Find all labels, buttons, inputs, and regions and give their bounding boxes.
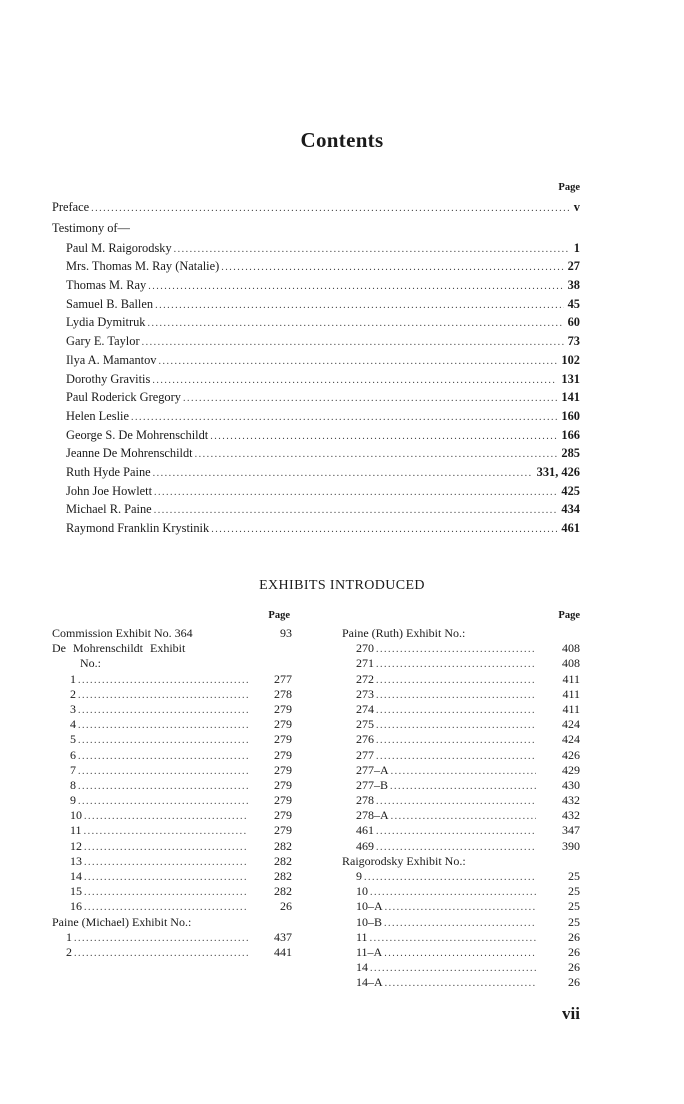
paine-michael-exhibit-list [52, 930, 292, 960]
demohrenschildt-heading: De Mohrenschildt Exhibit [52, 641, 186, 656]
page-column-header: Page [558, 182, 580, 193]
exhibit-entry: 273 . . . 411 [356, 687, 580, 702]
exhibit-entry: 9 . . . 25 [356, 869, 580, 884]
page-title: Contents [300, 128, 384, 152]
exhibit-entry: 15 . . . 282 [70, 884, 292, 899]
exhibit-entry: 274 . . . 411 [356, 702, 580, 717]
exhibits-right-column [342, 610, 580, 991]
exhibit-entry: 10 . . . 25 [356, 884, 580, 899]
exhibit-entry: 276 . . . 424 [356, 732, 580, 747]
exhibit-entry: 1 . . . 277 [70, 672, 292, 687]
testimony-entry: Ilya A. Mamantov . . . 102 [66, 353, 580, 372]
exhibit-entry: 11–A . . . 26 [356, 945, 580, 960]
testimony-entry: Michael R. Paine . . . 434 [66, 502, 580, 521]
testimony-entry: Mrs. Thomas M. Ray (Natalie) . . . 27 [66, 259, 580, 278]
exhibit-entry: 11 . . . 279 [70, 823, 292, 838]
exhibit-entry: 13 . . . 282 [70, 854, 292, 869]
exhibit-entry: 11 . . . 26 [356, 930, 580, 945]
testimony-entry: Gary E. Taylor . . . 73 [66, 334, 580, 353]
exhibit-entry: 2 . . . 278 [70, 687, 292, 702]
contents-list [52, 182, 580, 540]
exhibit-entry: 1 . . . 437 [66, 930, 292, 945]
exhibit-entry: 5 . . . 279 [70, 732, 292, 747]
exhibit-entry: 271 . . . 408 [356, 656, 580, 671]
exhibits-title: EXHIBITS INTRODUCED [259, 578, 425, 593]
raigorodsky-heading: Raigorodsky Exhibit No.: [342, 853, 466, 868]
exhibit-entry: 14 . . . 26 [356, 960, 580, 975]
exhibit-entry: 6 . . . 279 [70, 748, 292, 763]
left-page-header: Page [268, 610, 290, 621]
exhibit-entry: 16 . . . 26 [70, 899, 292, 914]
testimony-entry: Jeanne De Mohrenschildt . . . 285 [66, 446, 580, 465]
testimony-heading: Testimony of— [52, 220, 130, 235]
exhibit-entry: 12 . . . 282 [70, 839, 292, 854]
exhibit-entry: 461 . . . 347 [356, 823, 580, 838]
paine-ruth-heading: Paine (Ruth) Exhibit No.: [342, 626, 466, 640]
exhibit-entry: 277–A . . . 429 [356, 763, 580, 778]
exhibit-entry: 3 . . . 279 [70, 702, 292, 717]
preface-entry: Preface . . . v [52, 200, 580, 219]
exhibit-entry: 278–A . . . 432 [356, 808, 580, 823]
exhibit-entry: 9 . . . 279 [70, 793, 292, 808]
page-folio: vii [562, 1004, 580, 1023]
testimony-entry: Ruth Hyde Paine . . . 331, 426 [66, 465, 580, 484]
exhibit-entry: 272 . . . 411 [356, 672, 580, 687]
demohrenschildt-exhibit-list [52, 672, 292, 915]
exhibit-entry: 10 . . . 279 [70, 808, 292, 823]
exhibit-entry: 277 . . . 426 [356, 748, 580, 763]
testimony-entry: John Joe Howlett . . . 425 [66, 484, 580, 503]
paine-ruth-exhibit-list [342, 641, 580, 854]
commission-exhibit-entry: Commission Exhibit No. 364 93 [52, 626, 292, 640]
right-page-header: Page [558, 610, 580, 621]
testimony-entry: Paul Roderick Gregory . . . 141 [66, 390, 580, 409]
exhibit-entry: 8 . . . 279 [70, 778, 292, 793]
exhibit-entry: 4 . . . 279 [70, 717, 292, 732]
demohrenschildt-heading-no: No.: [80, 656, 101, 671]
exhibit-entry: 469 . . . 390 [356, 839, 580, 854]
testimony-entry: George S. De Mohrenschildt . . . 166 [66, 428, 580, 447]
exhibit-entry: 10–B . . . 25 [356, 915, 580, 930]
exhibit-entry: 7 . . . 279 [70, 763, 292, 778]
exhibit-entry: 14 . . . 282 [70, 869, 292, 884]
exhibit-entry: 14–A . . . 26 [356, 975, 580, 990]
paine-michael-heading: Paine (Michael) Exhibit No.: [52, 914, 192, 929]
testimony-list [52, 241, 580, 540]
exhibit-entry: 275 . . . 424 [356, 717, 580, 732]
testimony-entry: Samuel B. Ballen . . . 45 [66, 297, 580, 316]
testimony-entry: Raymond Franklin Krystinik . . . 461 [66, 521, 580, 540]
exhibit-entry: 10–A . . . 25 [356, 899, 580, 914]
testimony-entry: Helen Leslie . . . 160 [66, 409, 580, 428]
testimony-entry: Paul M. Raigorodsky . . . 1 [66, 241, 580, 260]
exhibits-left-column [52, 610, 292, 960]
exhibit-entry: 270 . . . 408 [356, 641, 580, 656]
testimony-entry: Thomas M. Ray . . . 38 [66, 278, 580, 297]
exhibit-entry: 2 . . . 441 [66, 945, 292, 960]
exhibit-entry: 277–B . . . 430 [356, 778, 580, 793]
testimony-entry: Dorothy Gravitis . . . 131 [66, 372, 580, 391]
testimony-entry: Lydia Dymitruk . . . 60 [66, 315, 580, 334]
raigorodsky-exhibit-list [342, 869, 580, 991]
exhibit-entry: 278 . . . 432 [356, 793, 580, 808]
